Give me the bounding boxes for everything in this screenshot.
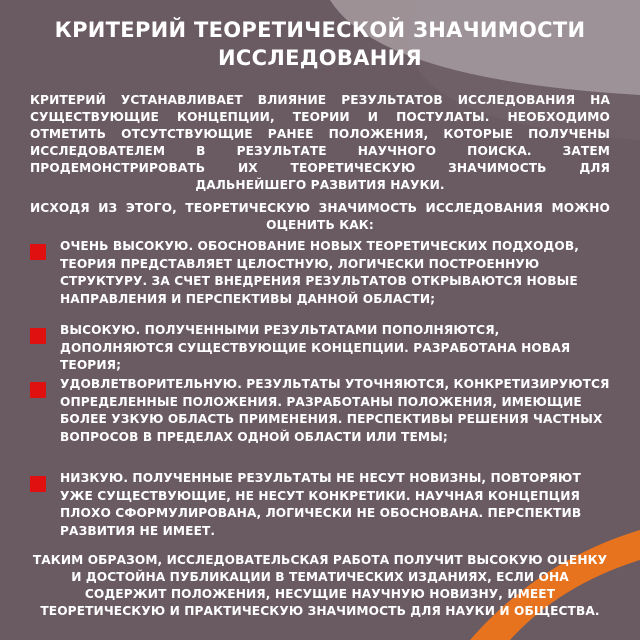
list-item [30,238,610,308]
red-square-bullet-icon [30,328,46,344]
red-square-bullet-icon [30,382,46,398]
list-item [30,376,610,446]
conclusion-paragraph: ТАКИМ ОБРАЗОМ, ИССЛЕДОВАТЕЛЬСКАЯ РАБОТА ПОЛУЧИТ ВЫСОКУЮ ОЦЕНКУ И ДОСТОЙНА ПУБЛИКАЦИИ В ТЕМАТИЧЕСКИХ ИЗДАНИЯХ, ЕСЛИ ОНА СОДЕРЖИТ ПОЛОЖЕНИЯ, НЕСУЩИЕ НАУЧНУЮ НОВИЗНУ, ИМЕЕТ ТЕОРЕТИЧЕСКУЮ И ПРАКТИЧЕСКУЮ ЗНАЧИМОСТЬ ДЛЯ НАУКИ И ОБЩЕСТВА. [32,553,608,618]
list-item [30,470,610,540]
page-title: КРИТЕРИЙ ТЕОРЕТИЧЕСКОЙ ЗНАЧИМОСТИ ИССЛЕДОВАНИЯ [54,18,586,70]
list-item [30,322,610,375]
intro-paragraph: КРИТЕРИЙ УСТАНАВЛИВАЕТ ВЛИЯНИЕ РЕЗУЛЬТАТОВ ИССЛЕДОВАНИЯ НА СУЩЕСТВУЮЩИЕ КОНЦЕПЦИИ, ТЕОРИИ И ПОСТУЛАТЫ. НЕОБХОДИМО ОТМЕТИТЬ ОТСУТСТВУЮЩИЕ РАНЕЕ ПОЛОЖЕНИЯ, КОТОРЫЕ ПОЛУЧЕНЫ ИССЛЕДОВАТЕЛЕМ В РЕЗУЛЬТАТЕ НАУЧНОГО ПОИСКА. ЗАТЕМ ПРОДЕМОНСТРИРОВАТЬ ИХ ТЕОРЕТИЧЕСКУЮ ЗНАЧИМОСТЬ ДЛЯ ДАЛЬНЕЙШЕГО РАЗВИТИЯ НАУКИ. [30,93,610,192]
list-item-text: ОЧЕНЬ ВЫСОКУЮ. ОБОСНОВАНИЕ НОВЫХ ТЕОРЕТИЧЕСКИХ ПОДХОДОВ, ТЕОРИЯ ПРЕДСТАВЛЯЕТ ЦЕЛОСТНУЮ, ЛОГИЧЕСКИ ПОСТРОЕННУЮ СТРУКТУРУ. ЗА СЧЕТ ВНЕДРЕНИЯ РЕЗУЛЬТАТОВ ОТКРЫВАЮТСЯ НОВЫЕ НАПРАВЛЕНИЯ И ПЕРСПЕКТИВЫ ДАННОЙ ОБЛАСТИ; [60,239,579,306]
lead-paragraph: ИСХОДЯ ИЗ ЭТОГО, ТЕОРЕТИЧЕСКУЮ ЗНАЧИМОСТЬ ИССЛЕДОВАНИЯ МОЖНО ОЦЕНИТЬ КАК: [30,201,610,232]
red-square-bullet-icon [30,244,46,260]
list-item-text: ВЫСОКУЮ. ПОЛУЧЕННЫМИ РЕЗУЛЬТАТАМИ ПОПОЛНЯЮТСЯ, ДОПОЛНЯЮТСЯ СУЩЕСТВУЮЩИЕ КОНЦЕПЦИИ. РАЗРАБОТАНА НОВАЯ ТЕОРИЯ; [60,323,571,372]
list-item-text: НИЗКУЮ. ПОЛУЧЕННЫЕ РЕЗУЛЬТАТЫ НЕ НЕСУТ НОВИЗНЫ, ПОВТОРЯЮТ УЖЕ СУЩЕСТВУЮЩИЕ, НЕ НЕСУТ КОНКРЕТИКИ. НАУЧНАЯ КОНЦЕПЦИЯ ПЛОХО СФОРМУЛИРОВАНА, ЛОГИЧЕСКИ НЕ ОБОСНОВАНА. ПЕРСПЕКТИВ РАЗВИТИЯ НЕ ИМЕЕТ. [60,471,582,538]
red-square-bullet-icon [30,476,46,492]
list-item-text: УДОВЛЕТВОРИТЕЛЬНУЮ. РЕЗУЛЬТАТЫ УТОЧНЯЮТСЯ, КОНКРЕТИЗИРУЮТСЯ ОПРЕДЕЛЕННЫЕ ПОЛОЖЕНИЯ. РАЗРАБОТАНЫ ПОЛОЖЕНИЯ, ИМЕЮЩИЕ БОЛЕЕ УЗКУЮ ОБЛАСТЬ ПРИМЕНЕНИЯ. ПЕРСПЕКТИВЫ РЕШЕНИЯ ЧАСТНЫХ ВОПРОСОВ В ПРЕДЕЛАХ ОДНОЙ ОБЛАСТИ ИЛИ ТЕМЫ; [60,377,610,444]
